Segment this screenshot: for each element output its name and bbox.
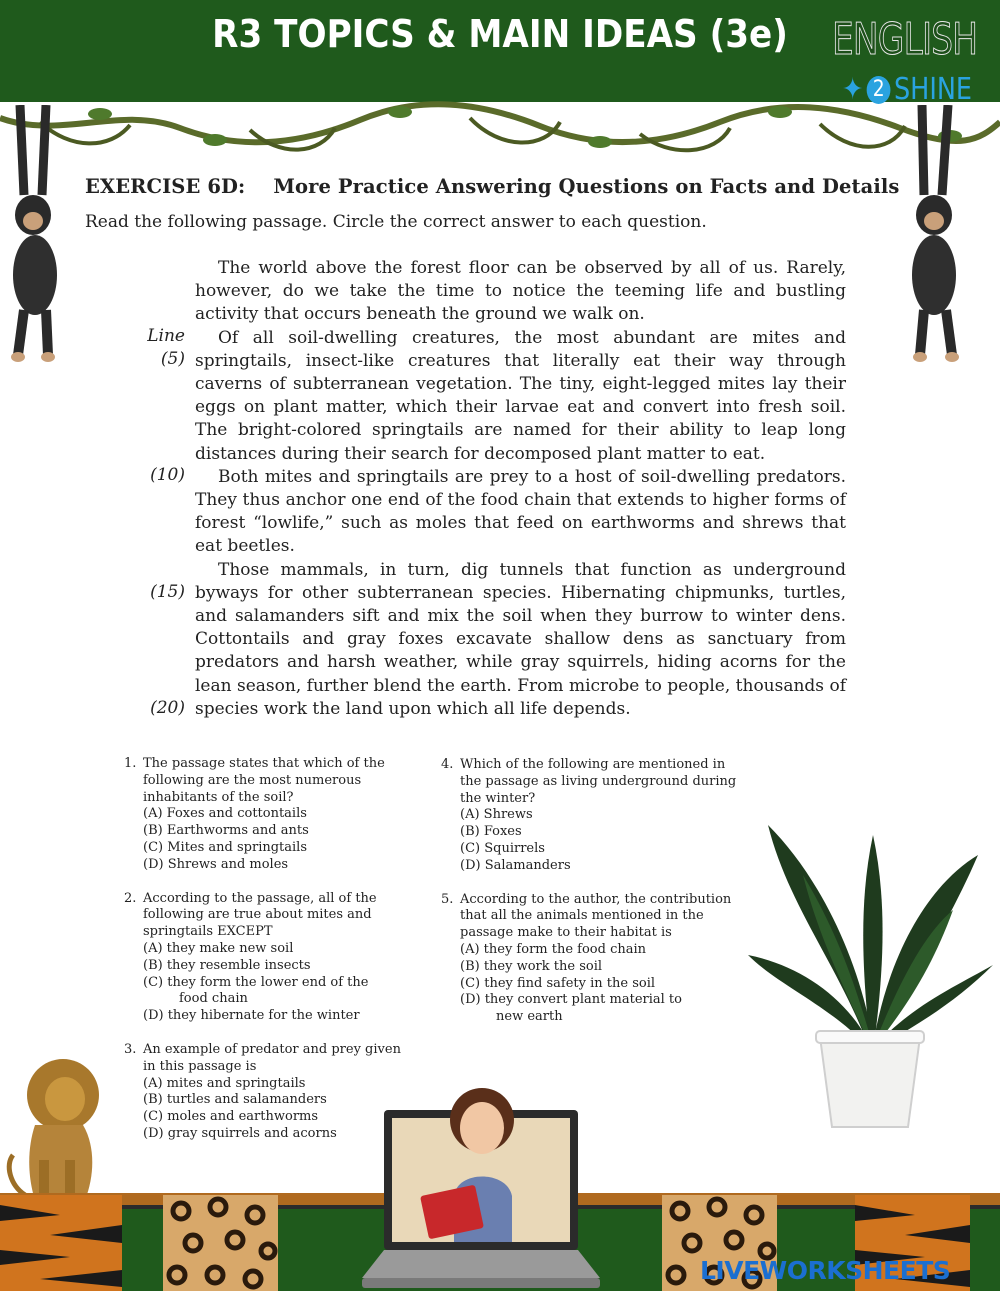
line-marker-15: (15) bbox=[150, 582, 185, 602]
answer-option[interactable]: (B) Earthworms and ants bbox=[143, 823, 309, 839]
answer-option[interactable]: (D) gray squirrels and acorns bbox=[143, 1125, 337, 1141]
passage-paragraph: The world above the forest floor can be observed by all of us. Rarely, however, do we take the time to notice the teeming life and bustling activity that occurs beneath the ground we walk on. bbox=[195, 258, 846, 325]
passage-paragraph: Those mammals, in turn, dig tunnels that function as underground byways for other subterranean species. Hibernating chipmunks, turtles, and salamanders sift and mix the soil when they burrow to winter dens. Cottontails and gray foxes excavate shallow dens as sanctuary from predators and harsh weather, while gray squirrels, hiding acorns for the lean season, further blend the earth. From microbe to people, thousands of species work the land upon which all life depends. bbox=[195, 559, 846, 719]
answer-option[interactable]: (D) Salamanders bbox=[460, 857, 571, 873]
potted-plant-illustration bbox=[748, 815, 993, 1135]
answer-option[interactable]: (A) they form the food chain bbox=[460, 941, 647, 957]
question-4 bbox=[441, 757, 741, 875]
answer-option[interactable]: (C) moles and earthworms bbox=[143, 1109, 319, 1125]
line-marker-label: Line bbox=[147, 326, 185, 346]
answer-option[interactable]: (A) mites and springtails bbox=[143, 1075, 306, 1091]
question-number: 5. bbox=[441, 891, 454, 907]
line-marker-20: (20) bbox=[150, 698, 185, 718]
english2shine-logo bbox=[830, 10, 1000, 107]
question-stem: the passage as living underground during bbox=[460, 773, 737, 789]
line-marker-10: (10) bbox=[150, 465, 185, 485]
questions-right-column bbox=[441, 757, 741, 1043]
question-1 bbox=[124, 756, 414, 874]
answer-option[interactable]: (A) Shrews bbox=[460, 807, 533, 823]
answer-option-continuation[interactable]: food chain bbox=[179, 991, 248, 1007]
leopard-print-decoration bbox=[163, 1195, 278, 1291]
answer-option[interactable]: (C) Squirrels bbox=[460, 840, 545, 856]
question-stem: the winter? bbox=[460, 790, 536, 806]
question-number: 1. bbox=[124, 756, 137, 771]
exercise-instructions: Read the following passage. Circle the correct answer to each question. bbox=[85, 212, 707, 232]
answer-option[interactable]: (B) turtles and salamanders bbox=[143, 1092, 327, 1108]
answer-option[interactable]: (A) Foxes and cottontails bbox=[143, 806, 307, 822]
answer-option[interactable]: (C) they form the lower end of the bbox=[143, 974, 369, 990]
left-monkey-illustration bbox=[2, 105, 72, 363]
answer-option[interactable]: (C) they find safety in the soil bbox=[460, 975, 656, 991]
answer-option[interactable]: (C) Mites and springtails bbox=[143, 839, 308, 855]
answer-option[interactable]: (D) Shrews and moles bbox=[143, 856, 289, 872]
right-monkey-illustration bbox=[898, 105, 968, 363]
answer-option-continuation[interactable]: new earth bbox=[496, 1009, 563, 1025]
worksheet-title: R3 TOPICS & MAIN IDEAS (3e) bbox=[212, 12, 788, 56]
teacher-laptop-illustration bbox=[362, 1078, 600, 1291]
answer-option[interactable]: (A) they make new soil bbox=[143, 940, 294, 956]
sparkle-icon: ✦ bbox=[842, 72, 864, 107]
passage-paragraph: Of all soil-dwelling creatures, the most abundant are mites and springtails, insect-like creatures that literally eat their way through caverns of subterranean vegetation. The tiny, eight-legged mites lay their eggs on plant matter, which their larvae eat and convert into fresh soil. The bright-colored springtails are named for their ability to leap long distances during their search for decomposed plant matter to eat. bbox=[195, 327, 846, 464]
reading-passage bbox=[195, 257, 846, 721]
question-number: 4. bbox=[441, 757, 454, 772]
question-stem: springtails EXCEPT bbox=[143, 924, 273, 940]
question-stem: following are true about mites and bbox=[143, 907, 372, 923]
lion-statue-illustration bbox=[5, 1055, 110, 1205]
logo-number: 2 bbox=[867, 76, 891, 104]
passage-paragraph: Both mites and springtails are prey to a host of soil-dwelling predators. They thus anchor one end of the food chain that extends to higher forms of forest “lowlife,” such as moles that feed on earthworms and shrews that eat beetles. bbox=[195, 466, 846, 557]
line-marker-5: (5) bbox=[160, 349, 185, 369]
exercise-label: EXERCISE 6D: bbox=[85, 175, 246, 198]
liveworksheets-brand bbox=[700, 1256, 950, 1285]
answer-option[interactable]: (B) Foxes bbox=[460, 824, 522, 840]
answer-option[interactable]: (B) they work the soil bbox=[460, 958, 603, 974]
answer-option[interactable]: (B) they resemble insects bbox=[143, 957, 311, 973]
question-stem: The passage states that which of the bbox=[143, 756, 385, 771]
question-stem: According to the author, the contribution bbox=[460, 891, 732, 907]
question-stem: Which of the following are mentioned in bbox=[460, 757, 726, 772]
question-stem: According to the passage, all of the bbox=[143, 890, 377, 906]
question-number: 3. bbox=[124, 1041, 137, 1057]
exercise-heading bbox=[85, 175, 899, 198]
question-stem: An example of predator and prey given bbox=[143, 1041, 401, 1057]
answer-option[interactable]: (D) they convert plant material to bbox=[460, 992, 682, 1008]
brand-text: LIVEWORKSHEETS bbox=[700, 1256, 951, 1285]
question-stem: in this passage is bbox=[143, 1058, 257, 1074]
question-stem: that all the animals mentioned in the bbox=[460, 908, 704, 924]
exercise-title: More Practice Answering Questions on Facts and Details bbox=[273, 175, 900, 198]
question-stem: inhabitants of the soil? bbox=[143, 789, 294, 805]
jungle-vines-decoration bbox=[0, 100, 1000, 160]
answer-option[interactable]: (D) they hibernate for the winter bbox=[143, 1008, 360, 1024]
question-5 bbox=[441, 892, 741, 1026]
question-2 bbox=[124, 891, 414, 1025]
question-stem: passage make to their habitat is bbox=[460, 925, 672, 941]
logo-shine-text: SHINE bbox=[893, 72, 973, 107]
tiger-print-decoration bbox=[0, 1195, 122, 1291]
logo-english-text: ENGLISH bbox=[832, 14, 978, 65]
question-stem: following are the most numerous bbox=[143, 772, 362, 788]
question-number: 2. bbox=[124, 890, 137, 906]
